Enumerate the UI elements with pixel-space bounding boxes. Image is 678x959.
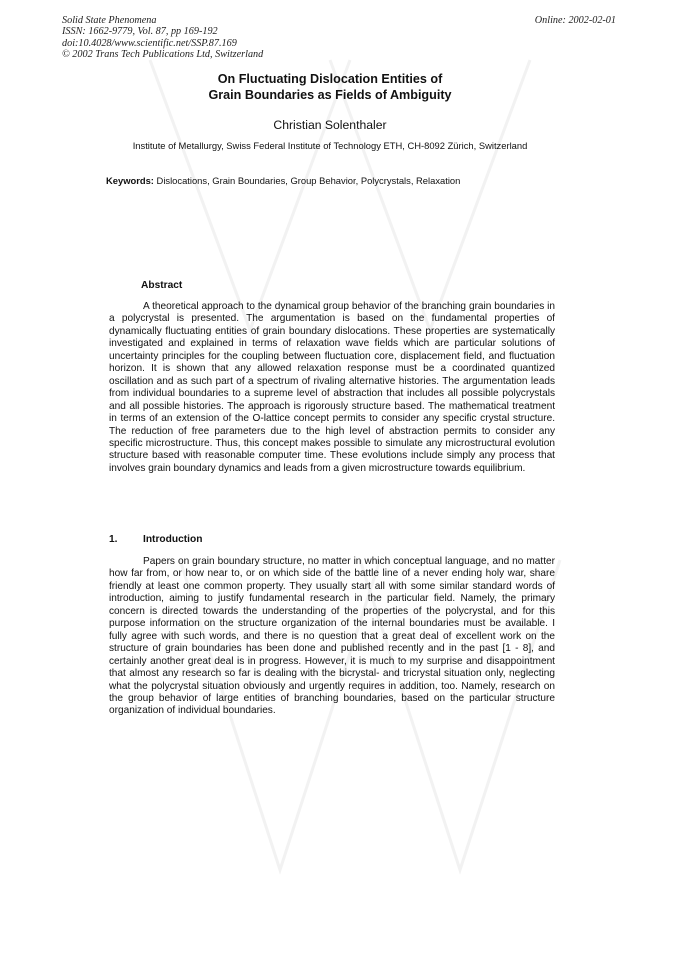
journal-doi[interactable]: doi:10.4028/www.scientific.net/SSP.87.169 [62,37,237,49]
keywords-line [106,175,576,186]
online-date: Online: 2002-02-01 [534,15,616,26]
keywords-list: Dislocations, Grain Boundaries, Group Behavior, Polycrystals, Relaxation [156,175,461,186]
journal-issn: ISSN: 1662-9779, Vol. 87, pp 169-192 [62,26,218,38]
section-title: Introduction [143,534,203,545]
section-number: 1. [109,534,118,545]
abstract-heading: Abstract [141,280,183,291]
section-heading-introduction [109,534,202,545]
abstract-text: A theoretical approach to the dynamical group behavior of the branching grain boundaries in a polycrystal is presented. The argumentation is based on the fundamental properties of dynamically fluctuating entities of grain boundary dislocations. These properties are systematically investigated and explained in terms of relaxation wave fields which are particular solutions of uncertainty principles for the coupling between fluctuation core, displacement field, and fluctuation horizon. It is shown that any allowed relaxation response must be a coordinated quantized oscillation and as such part of a spectrum of rivaling alternative histories. The argumentation leads from individual boundaries to a supreme level of abstraction that includes all possible polycrystals and all possible histories. The approach is rigorously structure based. The mathematical treatment in terms of an extension of the O-lattice concept permits to consider any specific crystal structure. The reduction of free parameters due to the high level of abstraction permits to consider any specific microstructure. Thus, this concept makes possible to simulate any microstructural evolution structure based with reasonable computer time. These evolutions include simply any process that involves grain boundary dynamics and leads from a given microstructure towards equilibrium. [109,301,555,474]
introduction-text: Papers on grain boundary structure, no matter in which conceptual language, and no matter how far from, or how near to, or on which side of the battle line of a never ending holy war, share friendly at least one common property. They usually start all with some similar standard words of introduction, aiming to justify fundamental research in the particular field. Namely, the primary concern is directed towards the understanding of the properties of the polycrystal, and for this purpose information on the structure organization of the internal boundaries must be available. I fully agree with such words, and there is no question that a great deal of excellent work on the structure of grain boundaries has been done and published recently and in the past [1 - 8], and certainly another great deal is in progress. However, it is much to my surprise and disappointment that almost any research so far is dealing with the bicrystal- and tricrystal situation only, neglecting what the polycrystal situation obviously and urgently requires in addition, too. Namely, research on the group behavior of large entities of branching boundaries, based on the particular structure organization of individual boundaries. [109,556,555,717]
title-line-1: On Fluctuating Dislocation Entities of [217,72,443,86]
journal-header [62,15,392,61]
journal-name: Solid State Phenomena [62,15,157,26]
author-affiliation: Institute of Metallurgy, Swiss Federal Institute of Technology ETH, CH-8092 Zürich, Switzerland [132,140,528,151]
title-line-2: Grain Boundaries as Fields of Ambiguity [208,87,452,102]
keywords-label: Keywords: [106,175,154,186]
paper-title [100,72,560,103]
journal-copyright: © 2002 Trans Tech Publications Ltd, Switzerland [62,49,264,61]
author-name: Christian Solenthaler [273,118,387,132]
